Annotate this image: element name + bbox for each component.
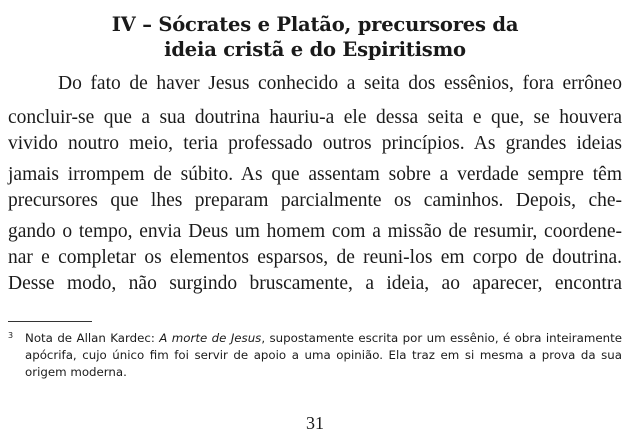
section-heading-line-2: ideia cristã e do Espiritismo xyxy=(164,38,466,61)
body-line-5: precursores que lhes preparam parcialmente os caminhos. Depois, che- xyxy=(8,190,622,211)
footnote-line-2: apócrifa, cujo único fim foi servir de apoio a uma opinião. Ela traz em si mesma a prova da sua xyxy=(25,348,622,362)
body-line-1: Do fato de haver Jesus conhecido a seita dos essênios, fora errôneo xyxy=(58,73,622,94)
section-heading xyxy=(0,12,630,62)
body-line-7: nar e completar os elementos esparsos, de reuni-los em corpo de doutrina. xyxy=(8,247,622,268)
body-line-4: jamais irrompem de súbito. As que assentam sobre a verdade sempre têm xyxy=(8,164,622,185)
body-line-2: concluir-se que a sua doutrina hauriu-a ele dessa seita e que, se houvera xyxy=(8,107,622,128)
footnote-line-1-prefix: Nota de Allan Kardec: xyxy=(25,331,160,345)
footnote-cited-title: A morte de Jesus xyxy=(159,331,262,345)
footnote-line-1-suffix: , supostamente escrita por um essênio, é obra inteiramente xyxy=(261,331,622,345)
body-line-8: Desse modo, não surgindo bruscamente, a ideia, ao aparecer, encontra xyxy=(8,273,622,294)
page-number: 31 xyxy=(306,413,324,433)
footnote-divider xyxy=(8,321,92,322)
footnote-line-3: origem moderna. xyxy=(25,365,127,379)
footnote-line-1 xyxy=(25,330,622,347)
section-heading-line-1: IV – Sócrates e Platão, precursores da xyxy=(111,13,519,36)
body-line-3: vivido noutro meio, teria professado outros princípios. As grandes ideias xyxy=(8,133,622,154)
body-line-6: gando o tempo, envia Deus um homem com a missão de resumir, coordene- xyxy=(8,221,622,242)
footnote-marker: 3 xyxy=(8,331,14,340)
